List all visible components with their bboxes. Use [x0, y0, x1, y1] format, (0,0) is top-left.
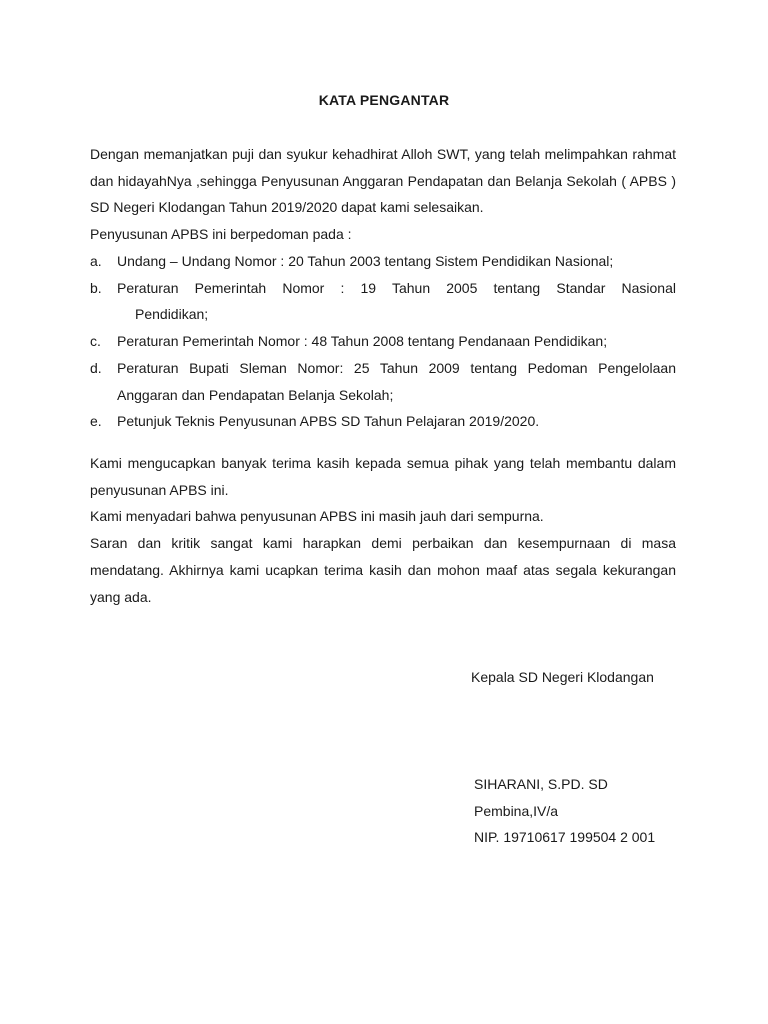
closing-paragraph: Saran dan kritik sangat kami harapkan demi perbaikan dan kesempurnaan di masa mendatang. Akhirnya kami ucapkan terima kasih dan mohon maaf atas segala kekurangan yang ada. [90, 535, 676, 605]
list-marker: a. [90, 253, 102, 269]
list-marker: b. [90, 279, 102, 296]
list-item-text: Peraturan Pemerintah Nomor : 19 Tahun 2005 tentang Standar Nasional [117, 279, 676, 296]
signatory-position: Kepala SD Negeri Klodangan [471, 669, 654, 685]
intro-section [90, 141, 676, 248]
list-item-text-continued: Pendidikan; [135, 306, 209, 323]
intro-paragraph: Dengan memanjatkan puji dan syukur kehadhirat Alloh SWT, yang telah melimpahkan rahmat dan hidayahNya ,sehingga Penyusunan Anggaran Pendapatan dan Belanja Sekolah ( APBS ) SD Negeri Klodangan Tahun 2019/2020 dapat kami selesaikan. [90, 146, 676, 216]
list-item-text: Peraturan Pemerintah Nomor : 48 Tahun 2008 tentang Pendanaan Pendidikan; [117, 333, 608, 350]
page-title: KATA PENGANTAR [318, 92, 450, 108]
list-marker: d. [90, 359, 102, 376]
list-marker: e. [90, 413, 102, 430]
thanks-paragraph: Kami mengucapkan banyak terima kasih kepada semua pihak yang telah membantu dalam penyusunan APBS ini. [90, 455, 676, 498]
list-item-text: Undang – Undang Nomor : 20 Tahun 2003 tentang Sistem Pendidikan Nasional; [117, 253, 614, 269]
list-marker: c. [90, 333, 101, 350]
acknowledgement-paragraph: Kami menyadari bahwa penyusunan APBS ini masih jauh dari sempurna. [90, 508, 544, 525]
list-item [90, 408, 676, 435]
signature-block [474, 771, 655, 851]
list-item [90, 355, 676, 408]
list-intro: Penyusunan APBS ini berpedoman pada : [90, 226, 352, 243]
list-item [90, 248, 676, 275]
signatory-name: SIHARANI, S.PD. SD [474, 776, 608, 792]
signatory-rank: Pembina,IV/a [474, 802, 559, 819]
closing-section [90, 450, 676, 610]
list-item-text: Petunjuk Teknis Penyusunan APBS SD Tahun Pelajaran 2019/2020. [117, 413, 540, 430]
list-item [90, 275, 676, 328]
list-item [90, 328, 676, 355]
signatory-nip: NIP. 19710617 199504 2 001 [474, 829, 656, 846]
reference-list [90, 248, 676, 435]
list-item-text: Peraturan Bupati Sleman Nomor: 25 Tahun 2009 tentang Pedoman Pengelolaan Anggaran dan Pendapatan Belanja Sekolah; [117, 359, 676, 403]
